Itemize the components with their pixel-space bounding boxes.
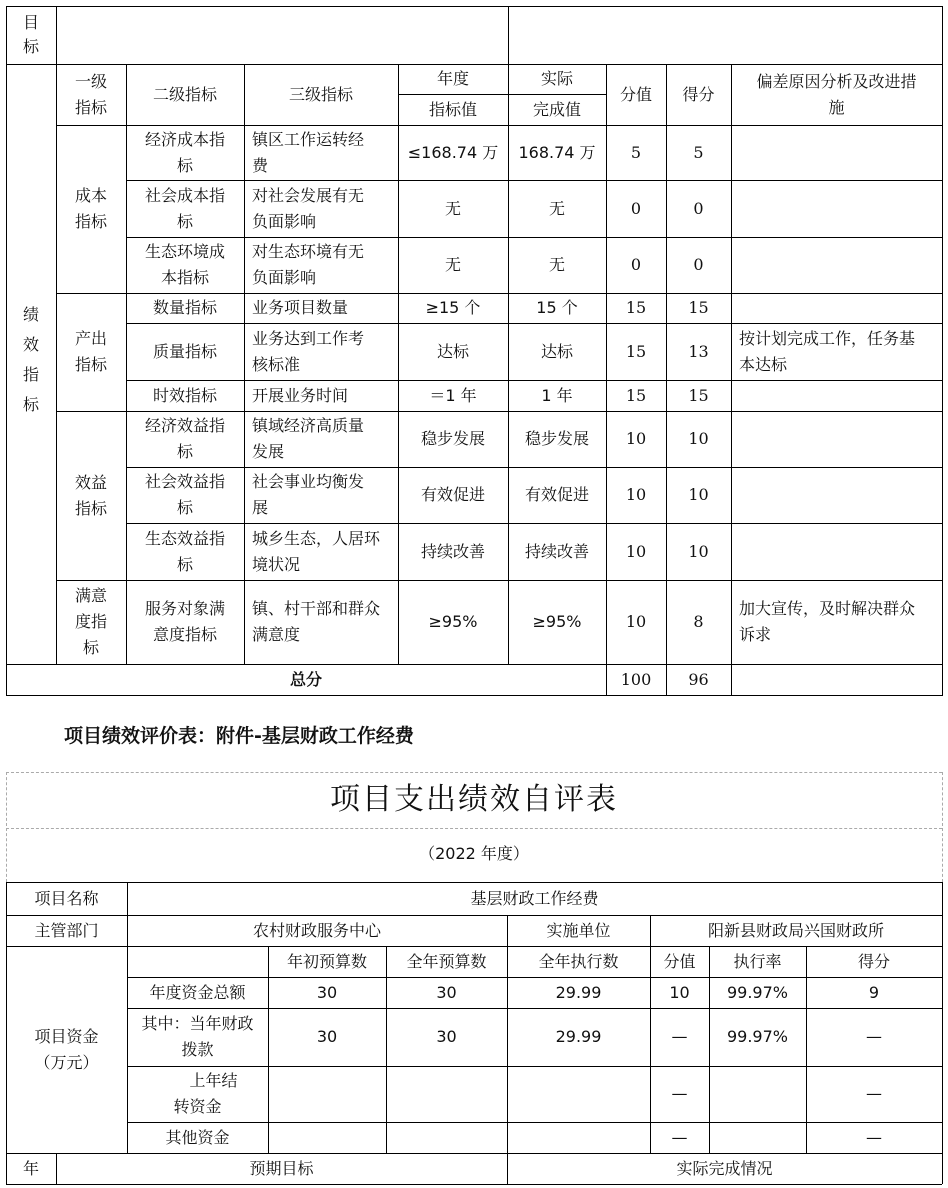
deviation-note-cell: 按计划完成工作，任务基 本达标	[739, 328, 916, 374]
actual-status-header: 实际完成情况	[676, 1158, 773, 1178]
level3-cell: 对生态环境有无 负面影响	[252, 242, 365, 287]
deviation-note-cell	[731, 411, 942, 467]
target-value-cell: ≥15 个	[425, 298, 481, 317]
group-satisfaction: 满意 度指 标	[74, 586, 107, 657]
expected-goal-header: 预期目标	[249, 1158, 314, 1178]
fund-row-label: 年度资金总额	[149, 982, 246, 1002]
fund-score: —	[866, 1084, 882, 1103]
fund-annual-budget	[386, 1066, 507, 1122]
fund-exec-rate	[709, 1122, 806, 1153]
score-got-cell: 10	[688, 429, 709, 448]
fund-exec-rate	[709, 1066, 806, 1122]
fund-score-value: —	[671, 1127, 688, 1147]
fund-initial-budget	[268, 1066, 386, 1122]
year-label: 年	[22, 1158, 39, 1178]
score-value-cell: 10	[625, 429, 647, 448]
project-name: 基层财政工作经费	[470, 888, 599, 908]
level2-cell: 生态效益指 标	[144, 528, 225, 574]
target-value-cell: 达标	[436, 341, 469, 361]
header-score-got: 得分	[682, 84, 715, 104]
level3-cell: 镇域经济高质量 发展	[252, 416, 365, 461]
actual-value-cell: 持续改善	[524, 541, 589, 561]
actual-value-cell: 无	[548, 255, 565, 274]
fund-executed: 29.99	[555, 1027, 602, 1046]
fund-exec-rate: 99.97%	[726, 1027, 788, 1046]
target-value-cell: ≥95%	[428, 612, 478, 631]
level2-cell: 数量指标	[152, 298, 217, 317]
fund-header-executed: 全年执行数	[538, 951, 619, 971]
score-value-cell: 15	[625, 385, 647, 405]
level2-cell: 经济成本指 标	[144, 129, 225, 175]
fund-header-annual-budget: 全年预算数	[406, 951, 487, 971]
goal-label: 目 标	[22, 13, 39, 56]
deviation-note-cell	[731, 293, 942, 323]
level2-cell: 社会效益指 标	[144, 472, 225, 517]
dept-label: 主管部门	[34, 920, 99, 940]
fund-score: 9	[868, 982, 880, 1002]
target-value-cell: 无	[444, 198, 461, 218]
impl-label: 实施单位	[546, 920, 611, 940]
total-got: 96	[688, 669, 709, 689]
level3-cell: 社会事业均衡发 展	[252, 472, 365, 517]
score-got-cell: 0	[693, 198, 704, 218]
form-title: 项目支出绩效自评表	[330, 782, 618, 817]
fund-score: —	[866, 1027, 882, 1046]
score-value-cell: 15	[625, 298, 647, 317]
fund-header-exec-rate: 执行率	[733, 951, 782, 971]
score-value-cell: 10	[625, 612, 647, 631]
fund-initial-budget	[268, 1122, 386, 1153]
group-benefit: 效益 指标	[74, 472, 107, 518]
target-value-cell: 持续改善	[420, 541, 485, 561]
fund-score-value: 10	[669, 982, 690, 1002]
actual-value-cell: 168.74 万	[518, 142, 596, 162]
fund-executed	[507, 1122, 650, 1153]
score-got-cell: 15	[688, 385, 709, 405]
form-year: （2022 年度）	[419, 844, 529, 863]
fund-executed	[507, 1066, 650, 1122]
fund-executed: 29.99	[555, 982, 602, 1002]
score-value-cell: 0	[630, 255, 642, 274]
level3-cell: 镇、村干部和群众 满意度	[252, 599, 381, 644]
score-value-cell: 10	[625, 485, 647, 504]
fund-exec-rate: 99.97%	[726, 982, 788, 1002]
header-actual-sub: 完成值	[532, 99, 581, 119]
level2-cell: 时效指标	[152, 385, 217, 405]
level2-cell: 经济效益指 标	[144, 416, 225, 461]
header-deviation: 偏差原因分析及改进措 施	[756, 71, 917, 117]
target-value-cell: 稳步发展	[420, 429, 485, 448]
fund-row-label: 其中：当年财政 拨款	[141, 1014, 254, 1059]
level3-cell: 城乡生态，人居环 境状况	[252, 528, 381, 574]
score-got-cell: 5	[693, 142, 704, 162]
header-annual-sub: 指标值	[428, 99, 477, 119]
score-value-cell: 5	[630, 142, 642, 162]
score-got-cell: 8	[693, 612, 704, 631]
score-got-cell: 0	[693, 255, 704, 274]
fund-label: 项目资金 （万元）	[34, 1026, 99, 1072]
header-level3: 三级指标	[288, 84, 353, 104]
score-value-cell: 15	[625, 341, 647, 361]
fund-annual-budget	[386, 1122, 507, 1153]
deviation-note-cell	[731, 125, 942, 180]
impl-value: 阳新县财政局兴国财政所	[707, 920, 884, 940]
header-level1: 一级 指标	[74, 71, 107, 117]
score-value-cell: 10	[625, 541, 647, 561]
actual-value-cell: 无	[548, 198, 565, 218]
header-actual: 实际	[540, 69, 573, 88]
performance-indicator-label: 绩 效 指 标	[22, 305, 39, 414]
fund-score-value: —	[671, 1027, 688, 1046]
level3-cell: 开展业务时间	[252, 385, 349, 405]
total-label: 总分	[289, 669, 322, 689]
score-got-cell: 10	[688, 485, 709, 504]
level2-cell: 社会成本指 标	[144, 185, 225, 231]
deviation-note-cell: 加大宣传，及时解决群众 诉求	[739, 599, 916, 644]
fund-row-label: 其他资金	[165, 1127, 230, 1147]
fund-annual-budget: 30	[436, 1027, 457, 1046]
level2-cell: 生态环境成 本指标	[144, 242, 225, 287]
actual-value-cell: 稳步发展	[524, 429, 589, 448]
actual-value-cell: 15 个	[536, 298, 578, 317]
fund-header-score: 得分	[857, 951, 890, 971]
level3-cell: 镇区工作运转经 费	[252, 129, 365, 175]
target-value-cell: 有效促进	[420, 485, 485, 504]
deviation-note-cell	[731, 523, 942, 580]
deviation-note-cell	[731, 237, 942, 293]
fund-annual-budget: 30	[436, 982, 457, 1002]
deviation-note-cell	[731, 380, 942, 411]
actual-value-cell: ≥95%	[532, 612, 582, 631]
score-got-cell: 10	[688, 541, 709, 561]
actual-value-cell: 有效促进	[524, 485, 589, 504]
actual-value-cell: 达标	[540, 341, 573, 361]
section-heading: 项目绩效评价表：附件-基层财政工作经费	[64, 725, 414, 747]
target-value-cell: ＝1 年	[429, 385, 477, 405]
fund-initial-budget: 30	[316, 982, 338, 1002]
fund-header-score-value: 分值	[663, 951, 696, 971]
group-cost: 成本 指标	[74, 186, 107, 231]
fund-header-initial-budget: 年初预算数	[286, 951, 367, 971]
level3-cell: 业务项目数量	[252, 298, 349, 317]
group-output: 产出 指标	[74, 329, 107, 374]
level2-cell: 服务对象满 意度指标	[144, 599, 225, 644]
header-score-value: 分值	[619, 84, 652, 104]
total-value: 100	[620, 669, 652, 689]
fund-score-value: —	[671, 1084, 688, 1103]
header-annual: 年度	[436, 69, 469, 88]
header-level2: 二级指标	[152, 84, 217, 104]
fund-initial-budget: 30	[316, 1027, 338, 1046]
fund-score: —	[866, 1127, 882, 1147]
score-got-cell: 13	[688, 341, 709, 361]
project-name-label: 项目名称	[34, 888, 99, 908]
target-value-cell: 无	[444, 255, 461, 274]
actual-value-cell: 1 年	[541, 385, 573, 405]
deviation-note-cell	[731, 180, 942, 237]
dept-value: 农村财政服务中心	[252, 920, 381, 940]
level2-cell: 质量指标	[152, 341, 217, 361]
target-value-cell: ≤168.74 万	[407, 142, 499, 162]
fund-row-label: 上年结 转资金	[173, 1071, 238, 1116]
level3-cell: 对社会发展有无 负面影响	[252, 185, 365, 231]
level3-cell: 业务达到工作考 核标准	[252, 328, 365, 374]
score-got-cell: 15	[688, 298, 709, 317]
deviation-note-cell	[731, 467, 942, 523]
score-value-cell: 0	[630, 198, 642, 218]
